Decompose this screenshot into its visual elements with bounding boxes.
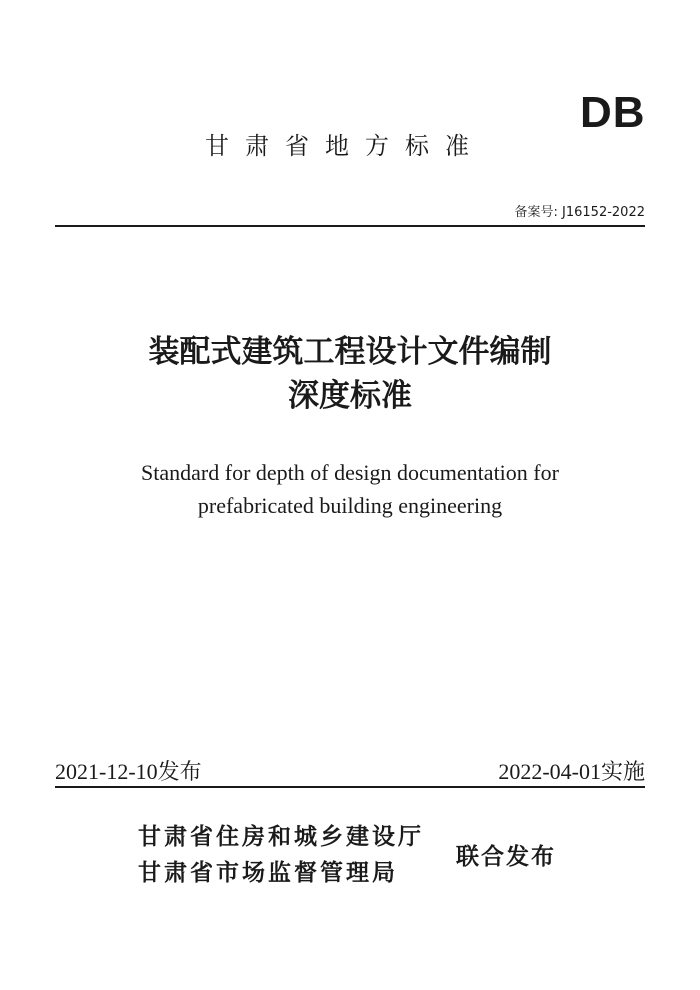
standard-title-en xyxy=(0,456,700,522)
top-divider xyxy=(55,225,645,227)
filing-number: 备案号: J16152-2022 xyxy=(514,205,645,220)
issue-date: 2021-12-10发布 xyxy=(55,759,202,784)
title-en-line-2: prefabricated building engineering xyxy=(197,493,503,518)
joint-release-label: 联合发布 xyxy=(456,844,556,870)
issuer-housing-department: 甘肃省住房和城乡建设厅 xyxy=(138,824,424,850)
standard-title-cn xyxy=(0,330,700,418)
title-cn-line-1: 装配式建筑工程设计文件编制 xyxy=(148,334,552,370)
implementation-date: 2022-04-01实施 xyxy=(498,759,645,784)
db-code-mark: DB xyxy=(580,88,646,137)
title-en-line-1: Standard for depth of design documentation for xyxy=(141,460,559,485)
bottom-divider xyxy=(55,786,645,788)
issuer-market-regulation: 甘肃省市场监督管理局 xyxy=(138,860,398,886)
series-title: 甘肃省地方标准 xyxy=(205,132,485,160)
title-cn-line-2: 深度标准 xyxy=(288,378,412,414)
